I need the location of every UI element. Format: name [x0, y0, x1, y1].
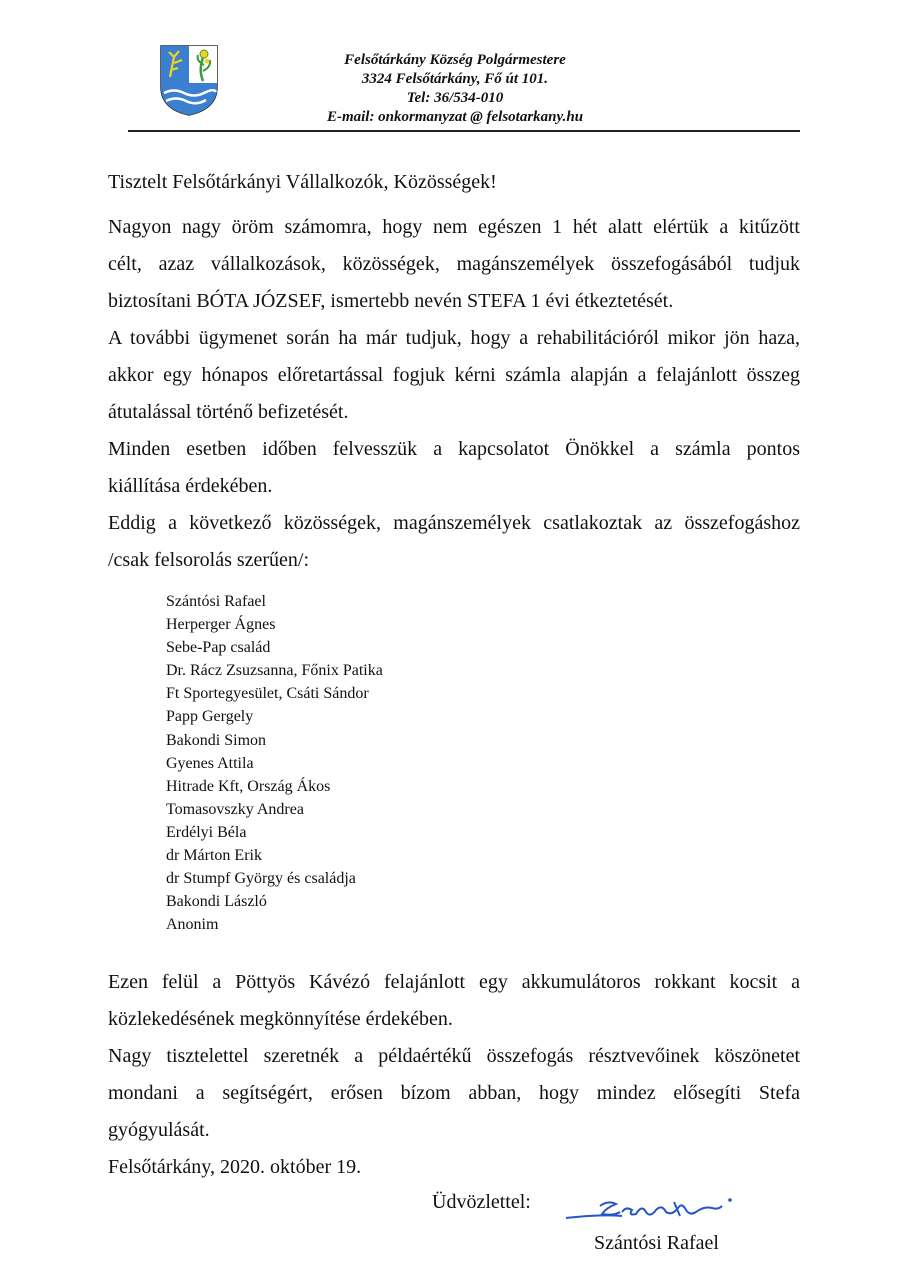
letter-date: Felsőtárkány, 2020. október 19. — [108, 1156, 362, 1178]
paragraph-2-line: átutalással történő befizetését. — [108, 401, 349, 423]
signature-icon — [562, 1192, 752, 1228]
paragraph-6-line: Nagy tisztelettel szeretnék a példaértékű összefogás résztvevőinek köszönetet — [108, 1045, 800, 1067]
letterhead-title: Felsőtárkány Község Polgármestere — [344, 52, 566, 68]
paragraph-2 — [108, 320, 800, 431]
paragraph-1-line: célt, azaz vállalkozások, közösségek, magánszemélyek összefogásából tudjuk — [108, 253, 800, 275]
list-item: Szántósi Rafael — [166, 593, 266, 610]
list-item: Hitrade Kft, Ország Ákos — [166, 777, 331, 795]
list-item: dr Stumpf György és családja — [166, 870, 356, 888]
paragraph-5 — [108, 964, 800, 1038]
signer-name: Szántósi Rafael — [594, 1232, 719, 1254]
supporter-list — [166, 590, 383, 936]
paragraph-2-line: akkor egy hónapos előretartással fogjuk kérni számla alapján a felajánlott összeg — [108, 364, 800, 386]
closing-greeting: Üdvözlettel: — [432, 1191, 531, 1213]
letterhead-email: E-mail: onkormanyzat @ felsotarkany.hu — [326, 109, 584, 125]
list-item: Anonim — [166, 916, 219, 934]
paragraph-3 — [108, 431, 800, 505]
list-item: Erdélyi Béla — [166, 823, 247, 841]
list-item: Bakondi Simon — [166, 731, 267, 749]
list-item: Tomasovszky Andrea — [166, 800, 304, 818]
paragraph-6-line: gyógyulását. — [108, 1119, 210, 1141]
salutation: Tisztelt Felsőtárkányi Vállalkozók, Közösségek! — [108, 171, 497, 193]
paragraph-1-line: Nagyon nagy öröm számomra, hogy nem egészen 1 hét alatt elértük a kitűzött — [108, 216, 800, 238]
coat-of-arms-icon — [158, 43, 220, 117]
list-item: dr Márton Erik — [166, 847, 262, 865]
paragraph-3-line: kiállítása érdekében. — [108, 475, 273, 497]
paragraph-6-line: mondani a segítségért, erősen bízom abban, hogy mindez elősegíti Stefa — [108, 1082, 800, 1104]
paragraph-6 — [108, 1038, 800, 1149]
list-item: Ft Sportegyesület, Csáti Sándor — [166, 685, 369, 703]
paragraph-5-line: közlekedésének megkönnyítése érdekében. — [108, 1008, 453, 1030]
letterhead-phone: Tel: 36/534-010 — [406, 90, 504, 106]
list-item: Herperger Ágnes — [166, 616, 276, 634]
paragraph-4-line: Eddig a következő közösségek, magánszemélyek csatlakoztak az összefogáshoz — [108, 512, 800, 534]
list-item: Gyenes Attila — [166, 754, 254, 772]
list-item: Sebe-Pap család — [166, 639, 271, 657]
list-item: Dr. Rácz Zsuzsanna, Főnix Patika — [166, 662, 383, 680]
paragraph-1-line: biztosítani BÓTA JÓZSEF, ismertebb nevén STEFA 1 évi étkeztetését. — [108, 290, 674, 312]
paragraph-5-line: Ezen felül a Pöttyös Kávézó felajánlott egy akkumulátoros rokkant kocsit a — [108, 971, 800, 993]
paragraph-2-line: A további ügymenet során ha már tudjuk, hogy a rehabilitációról mikor jön haza, — [108, 327, 800, 349]
list-item: Papp Gergely — [166, 708, 254, 726]
letterhead-address: 3324 Felsőtárkány, Fő út 101. — [361, 71, 549, 87]
paragraph-1 — [108, 209, 800, 320]
paragraph-4 — [108, 505, 800, 579]
list-item: Bakondi László — [166, 893, 267, 911]
paragraph-3-line: Minden esetben időben felvesszük a kapcsolatot Önökkel a számla pontos — [108, 438, 800, 460]
letterhead-divider — [128, 130, 800, 132]
paragraph-4-line: /csak felsorolás szerűen/: — [108, 549, 310, 571]
